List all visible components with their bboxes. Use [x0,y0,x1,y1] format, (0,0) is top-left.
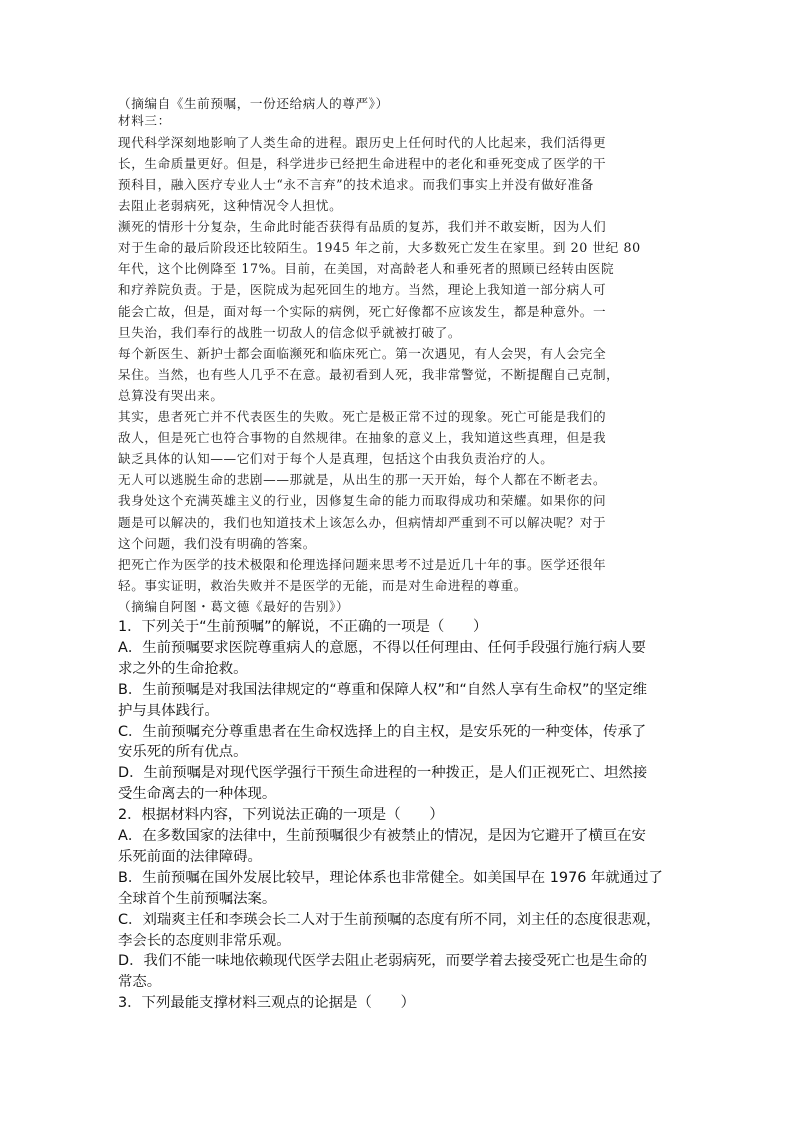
option-line: 全球首个生前预嘱法案。 [118,890,277,907]
option-line: C．刘瑞爽主任和李瑛会长二人对于生前预嘱的态度有所不同，刘主任的态度很悲观， [118,911,661,928]
material-line: 年代，这个比例降至 17%。目前，在美国，对高龄老人和垂死者的照顾已经转由医院 [118,261,615,277]
option-line: 常态。 [118,974,162,991]
material-line: 长，生命质量更好。但是，科学进步已经把生命进程中的老化和垂死变成了医学的干 [118,155,607,171]
material-line: 其实，患者死亡并不代表医生的失败。死亡是极正常不过的现象。死亡可能是我们的 [118,409,607,425]
material-line: 总算没有哭出来。 [118,387,224,403]
material-line: 能会亡故，但是，面对每一个实际的病例，死亡好像都不应该发生，都是种意外。一 [118,303,607,319]
option-line: A．在多数国家的法律中，生前预嘱很少有被禁止的情况，是因为它避开了横亘在安 [118,828,646,845]
question-3 [118,993,678,1014]
material-line: 题是可以解决的，我们也知道技术上该怎么办，但病情却严重到不可以解决呢？对于 [118,514,607,530]
option-a[interactable] [118,638,678,680]
material-line: 我身处这个充满英雄主义的行业，因修复生命的能力而取得成功和荣耀。如果你的问 [118,493,607,509]
option-line: D．我们不能一味地依赖现代医学去阻止老弱病死，而要学着去接受死亡也是生命的 [118,953,648,970]
option-d[interactable] [118,763,678,805]
material-line: 旦失治，我们奉行的战胜一切敌人的信念似乎就被打破了。 [118,324,462,340]
option-a[interactable] [118,826,678,868]
material-line: 缺乏具体的认知——它们对于每个人是真理，包括这个由我负责治疗的人。 [118,451,554,467]
option-line: B．生前预嘱在国外发展比较早，理论体系也非常健全。如美国早在 1976 年就通过了 [118,869,663,886]
source-citation-1: （摘编自《生前预嘱，一份还给病人的尊严》） [118,96,389,111]
option-line: C．生前预嘱充分尊重患者在生命权选择上的自主权，是安乐死的一种变体，传承了 [118,723,647,740]
material-line: 去阻止老弱病死，这种情况令人担忧。 [118,198,343,214]
material-line: 无人可以逃脱生命的悲剧——那就是，从出生的那一天开始，每个人都在不断老去。 [118,472,607,488]
material-line: 预科目，融入医疗专业人士“永不言弃”的技术追求。而我们事实上并没有做好准备 [118,177,594,192]
option-c[interactable] [118,910,678,952]
option-b[interactable] [118,680,678,722]
option-line: D．生前预嘱是对现代医学强行干预生命进程的一种拨正，是人们正视死亡、坦然接 [118,765,648,782]
source-citation-2: （摘编自阿图・葛文德《最好的告别》） [118,598,350,614]
option-d[interactable] [118,951,678,993]
material-line: 轻。事实证明，救治失败并不是医学的无能，而是对生命进程的尊重。 [118,577,528,593]
material-line: 现代科学深刻地影响了人类生命的进程。跟历史上任何时代的人比起来，我们活得更 [118,134,607,150]
material-line: 濒死的情形十分复杂，生命此时能否获得有品质的复苏，我们并不敢妄断，因为人们 [118,219,607,235]
material-line: 呆住。当然，也有些人几乎不在意。最初看到人死，我非常警觉，不断提醒自己克制， [118,366,620,382]
option-line: 求之外的生命抢救。 [118,660,248,677]
option-line: A．生前预嘱要求医院尊重病人的意愿，不得以任何理由、任何手段强行施行病人要 [118,639,646,656]
exam-page [118,96,678,1014]
option-line: 乐死前面的法律障碍。 [118,848,262,865]
option-line: 护与具体践行。 [118,702,219,719]
question-2 [118,805,678,993]
material-line: 这个问题，我们没有明确的答案。 [118,535,316,551]
material-line: 每个新医生、新护士都会面临濒死和临床死亡。第一次遇见，有人会哭，有人会完全 [118,345,607,361]
material-line: 把死亡作为医学的技术极限和伦理选择问题来思考不过是近几十年的事。医学还很年 [118,556,607,572]
question-2-stem: 2．根据材料内容，下列说法正确的一项是（ ） [118,807,444,824]
material-line: 对于生命的最后阶段还比较陌生。1945 年之前，大多数死亡发生在家里。到 20 世纪 80 [118,240,641,256]
option-line: B．生前预嘱是对我国法律规定的“尊重和保障人权”和“自然人享有生命权”的坚定维 [118,681,647,698]
option-c[interactable] [118,722,678,764]
material-line: 敌人，但是死亡也符合事物的自然规律。在抽象的意义上，我知道这些真理，但是我 [118,430,607,446]
question-3-stem: 3．下列最能支撑材料三观点的论据是（ ） [118,995,415,1012]
option-line: 受生命离去的一种体现。 [118,786,277,803]
option-b[interactable] [118,868,678,910]
material-3-heading: 材料三： [118,112,171,128]
option-line: 安乐死的所有优点。 [118,744,248,761]
option-line: 李会长的态度则非常乐观。 [118,932,291,949]
question-1-stem: 1．下列关于“生前预嘱”的解说，不正确的一项是（ ） [118,618,488,635]
material-line: 和疗养院负责。于是，医院成为起死回生的地方。当然，理论上我知道一部分病人可 [118,282,607,298]
question-1 [118,617,678,805]
material-3 [118,113,678,596]
